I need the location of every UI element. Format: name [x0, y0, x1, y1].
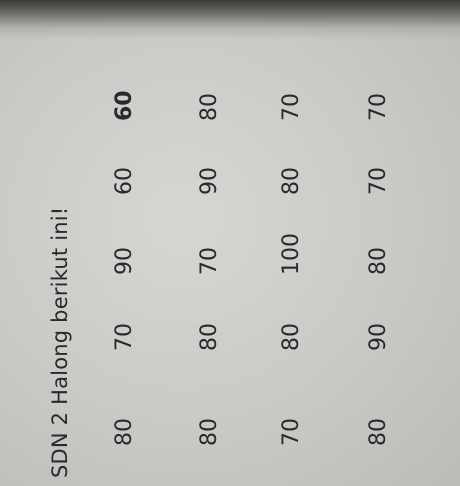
value-cell: 80 [197, 418, 222, 446]
value-cell: 70 [279, 93, 304, 121]
value-cell: 90 [112, 247, 137, 275]
value-cell: 80 [112, 418, 137, 446]
value-cell: 60 [112, 167, 137, 195]
value-cell: 80 [279, 323, 304, 351]
value-cell: 80 [197, 93, 222, 121]
value-cell: 90 [197, 167, 222, 195]
value-cell: 100 [279, 233, 304, 275]
value-cell: 90 [366, 323, 391, 351]
value-cell: 70 [197, 247, 222, 275]
page-edge-shadow [0, 0, 460, 40]
value-cell: 60 [112, 90, 137, 121]
value-cell: 70 [112, 323, 137, 351]
data-row-3 [279, 66, 309, 446]
data-row-1 [112, 66, 142, 446]
value-cell: 80 [366, 418, 391, 446]
value-cell: 70 [366, 167, 391, 195]
data-row-4 [366, 66, 396, 446]
value-cell: 80 [366, 247, 391, 275]
value-cell: 70 [279, 418, 304, 446]
title-text: SDN 2 Halong berikut ini! [48, 206, 72, 478]
value-cell: 80 [197, 323, 222, 351]
value-cell: 80 [279, 167, 304, 195]
data-row-2 [197, 66, 227, 446]
value-cell: 70 [366, 93, 391, 121]
